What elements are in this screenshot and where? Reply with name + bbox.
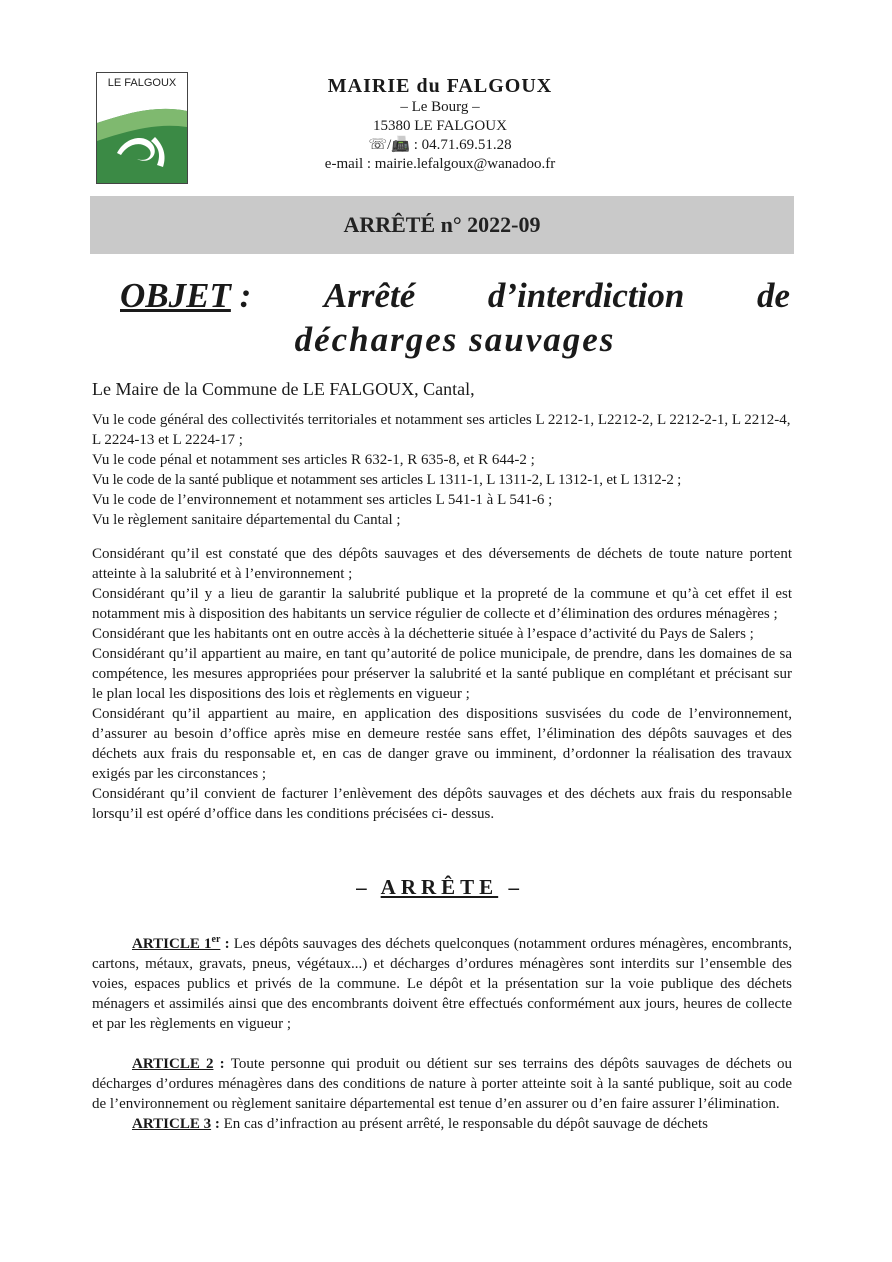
mairie-header	[290, 74, 590, 174]
article-label: ARTICLE 3	[132, 1116, 212, 1132]
objet-line-2: décharges sauvages	[294, 320, 616, 359]
vu-item: Vu le règlement sanitaire départemental du Cantal ;	[92, 512, 401, 528]
mairie-title: MAIRIE du FALGOUX	[327, 75, 553, 97]
dash-left: –	[356, 875, 381, 899]
considerant-item: Considérant qu’il appartient au maire, en tant qu’autorité de police municipale, de prendre, dans les domaines de sa compétence, les mesures appropriées pour préserver la salubrité et la santé publique en complétant et précisant sur le plan local les dispositions des lois et règlements en vigueur ;	[92, 646, 792, 702]
considerant-item: Considérant qu’il est constaté que des dépôts sauvages et des déversements de déchets de toute nature portent atteinte à la salubrité et à l’environnement ;	[92, 546, 792, 582]
article-1	[92, 930, 792, 1034]
objet-word-1: Arrêté	[323, 276, 416, 315]
municipality-logo	[96, 72, 188, 184]
considerant-item: Considérant qu’il appartient au maire, en application des dispositions susvisées du code de l’environnement, d’assurer au besoin d’office après mise en demeure restée sans effet, l’élimination des dépôts sauvages et des déchets aux frais du responsable et, en cas de danger grave ou imminent, d’ordonner la réalisation des travaux exigés par les circonstances ;	[92, 706, 792, 782]
considerant-section	[92, 544, 792, 824]
vu-item: Vu le code général des collectivités territoriales et notamment ses articles L 2212-1, L2212-2, L 2212-2-1, L 2212-4, L 2224-13 et L 2224-17 ;	[92, 412, 791, 448]
article-label: ARTICLE 1er	[132, 934, 221, 952]
considerant-item: Considérant qu’il y a lieu de garantir la salubrité publique et la propreté de la commune et qu’à cet effet il est notamment mis à disposition des habitants un service régulier de collecte et d’élimination des ordures ménagères ;	[92, 586, 792, 622]
mairie-email: e-mail : mairie.lefalgoux@wanadoo.fr	[324, 156, 556, 172]
vu-section	[92, 410, 792, 530]
intro-line: Le Maire de la Commune de LE FALGOUX, Cantal,	[92, 379, 475, 399]
objet-sep: :	[230, 276, 252, 315]
mairie-place: – Le Bourg –	[400, 99, 480, 115]
vu-item: Vu le code de l’environnement et notamment ses articles L 541-1 à L 541-6 ;	[92, 492, 553, 508]
mairie-phone: ☏/📠 : 04.71.69.51.28	[368, 137, 512, 153]
article-2	[92, 1054, 792, 1114]
article-label: ARTICLE 2	[132, 1056, 214, 1072]
arrete-number-band	[90, 196, 794, 254]
articles-section	[92, 930, 792, 1134]
logo-text: LE FALGOUX	[107, 77, 177, 89]
vu-item: Vu le code de la santé publique et notamment ses articles L 1311-1, L 1311-2, L 1312-1, et L 1312-2 ;	[92, 472, 682, 488]
objet-heading	[120, 274, 790, 362]
article-sep: :	[211, 1116, 224, 1132]
mairie-postal: 15380 LE FALGOUX	[373, 118, 507, 134]
objet-word-3: de	[756, 276, 790, 315]
article-sep: :	[213, 1056, 231, 1072]
article-3	[92, 1114, 792, 1134]
objet-label: OBJET	[120, 276, 231, 315]
considerant-item: Considérant que les habitants ont en outre accès à la déchetterie située à l’espace d’activité du Pays de Salers ;	[92, 626, 754, 642]
landscape-logo-icon	[97, 93, 187, 183]
vu-item: Vu le code pénal et notamment ses articles R 632-1, R 635-8, et R 644-2 ;	[92, 452, 535, 468]
considerant-item: Considérant qu’il convient de facturer l’enlèvement des dépôts sauvages et des déchets aux frais du responsable lorsqu’il est opéré d’office dans les conditions précisées ci- dessus.	[92, 786, 792, 822]
arrete-heading	[290, 872, 590, 902]
article-text: Toute personne qui produit ou détient sur ses terrains des dépôts sauvages de déchets ou décharges d’ordures ménagères dans des conditions de nature à porter atteinte soit à la santé publique, soit au code de l’environnement ou règlement sanitaire départemental est tenue d’en assurer ou d’en faire assurer l’élimination.	[92, 1056, 792, 1112]
dash-right: –	[498, 875, 524, 899]
article-text: Les dépôts sauvages des déchets quelconques (notamment ordures ménagères, encombrants, cartons, métaux, gravats, pneus, végétaux...) et décharges d’ordures ménagères sont interdits sur l’ensemble des voies, espaces publics et privés de la commune. Le dépôt et la présentation sur la voie publique des déchets ménagers et assimilés ainsi que des encombrants doivent être effectués conformément aux jours, heures de collecte et par les règlements en vigueur ;	[92, 936, 792, 1032]
article-sep: :	[220, 936, 234, 952]
arrete-number: ARRÊTÉ n° 2022-09	[343, 212, 541, 237]
article-text: En cas d’infraction au présent arrêté, le responsable du dépôt sauvage de déchets	[223, 1116, 708, 1132]
objet-word-2: d’interdiction	[487, 276, 685, 315]
arrete-word: ARRÊTE	[380, 875, 499, 899]
